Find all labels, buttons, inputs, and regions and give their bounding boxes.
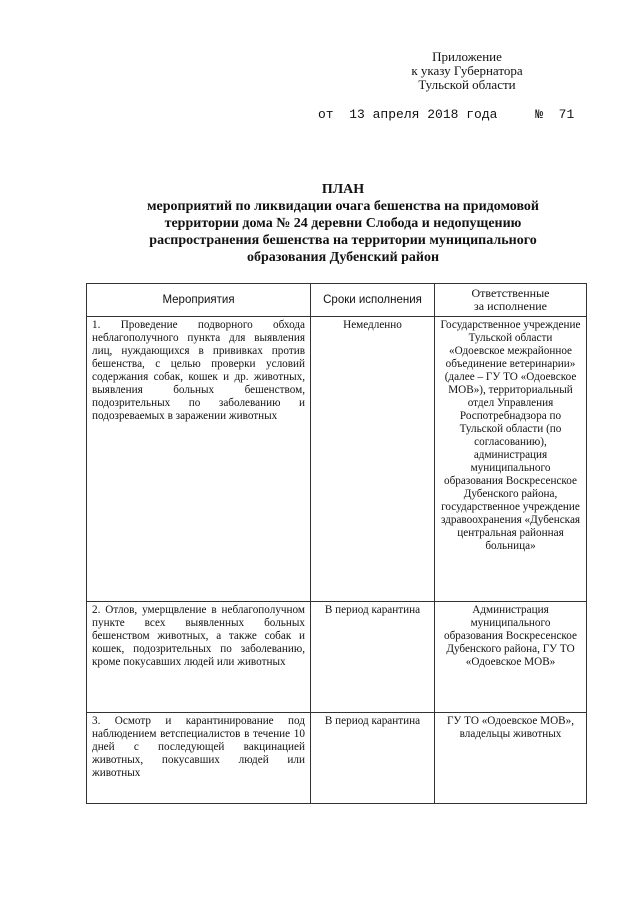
- plan-subtitle-line-4: образования Дубенский район: [246, 250, 440, 265]
- table-header-row: [87, 284, 587, 317]
- plan-heading: ПЛАН: [321, 182, 365, 197]
- deadline-cell: В период карантина: [311, 602, 435, 713]
- appendix-block: [382, 50, 552, 92]
- appendix-region: Тульской области: [418, 77, 516, 92]
- table-row: [87, 602, 587, 713]
- order-date: от 13 апреля 2018 года: [318, 107, 498, 122]
- responsible-cell: Государственное учреждение Тульской области «Одоевское межрайонное объединение ветеринарии» (далее – ГУ ТО «Одоевское МОВ»), территориальный отдел Управления Роспотребнадзора по Тульской области (по согласованию), администрация муниципального образования Воскресенское Дубенского района, государственное учреждение здравоохранения «Дубенская центральная районная больница»: [435, 317, 587, 602]
- appendix-decree: к указу Губернатора: [411, 63, 523, 78]
- header-responsible: [435, 284, 587, 317]
- plan-subtitle-line-1: мероприятий по ликвидации очага бешенства на придомовой: [146, 199, 539, 214]
- table-row: [87, 713, 587, 804]
- header-deadlines: Сроки исполнения: [311, 284, 435, 317]
- deadline-cell: Немедленно: [311, 317, 435, 602]
- header-actions: Мероприятия: [87, 284, 311, 317]
- deadline-cell: В период карантина: [311, 713, 435, 804]
- action-cell: 3. Осмотр и карантинирование под наблюдением ветспециалистов в течение 10 дней с последующей вакцинацией животных, покусавших людей или животных: [87, 713, 311, 804]
- header-responsible-line-2: за исполнение: [474, 299, 547, 313]
- action-cell: 1. Проведение подворного обхода неблагополучного пункта для выявления лиц, нуждающихся в прививках против бешенства, с целью проверки условий содержания собак, кошек и др. животных, выявления больных бешенством, подозрительных по заболеванию и подозреваемых в заражении животных: [87, 317, 311, 602]
- order-date-number: [318, 107, 574, 122]
- header-responsible-line-1: Ответственные: [471, 286, 550, 300]
- table-row: [87, 317, 587, 602]
- responsible-cell: Администрация муниципального образования Воскресенское Дубенского района, ГУ ТО «Одоевское МОВ»: [435, 602, 587, 713]
- plan-subtitle-line-2: территории дома № 24 деревни Слобода и недопущению: [164, 216, 522, 231]
- document-title: [110, 181, 576, 266]
- order-number: № 71: [535, 107, 575, 122]
- action-cell: 2. Отлов, умерщвление в неблагополучном пункте всех выявленных больных бешенством животных, а также собак и кошек, подозрительных по заболеванию, кроме покусавших людей или животных: [87, 602, 311, 713]
- plan-table: [86, 283, 587, 804]
- plan-subtitle-line-3: распространения бешенства на территории муниципального: [149, 233, 537, 248]
- responsible-cell: ГУ ТО «Одоевское МОВ», владельцы животных: [435, 713, 587, 804]
- appendix-title: Приложение: [432, 49, 502, 64]
